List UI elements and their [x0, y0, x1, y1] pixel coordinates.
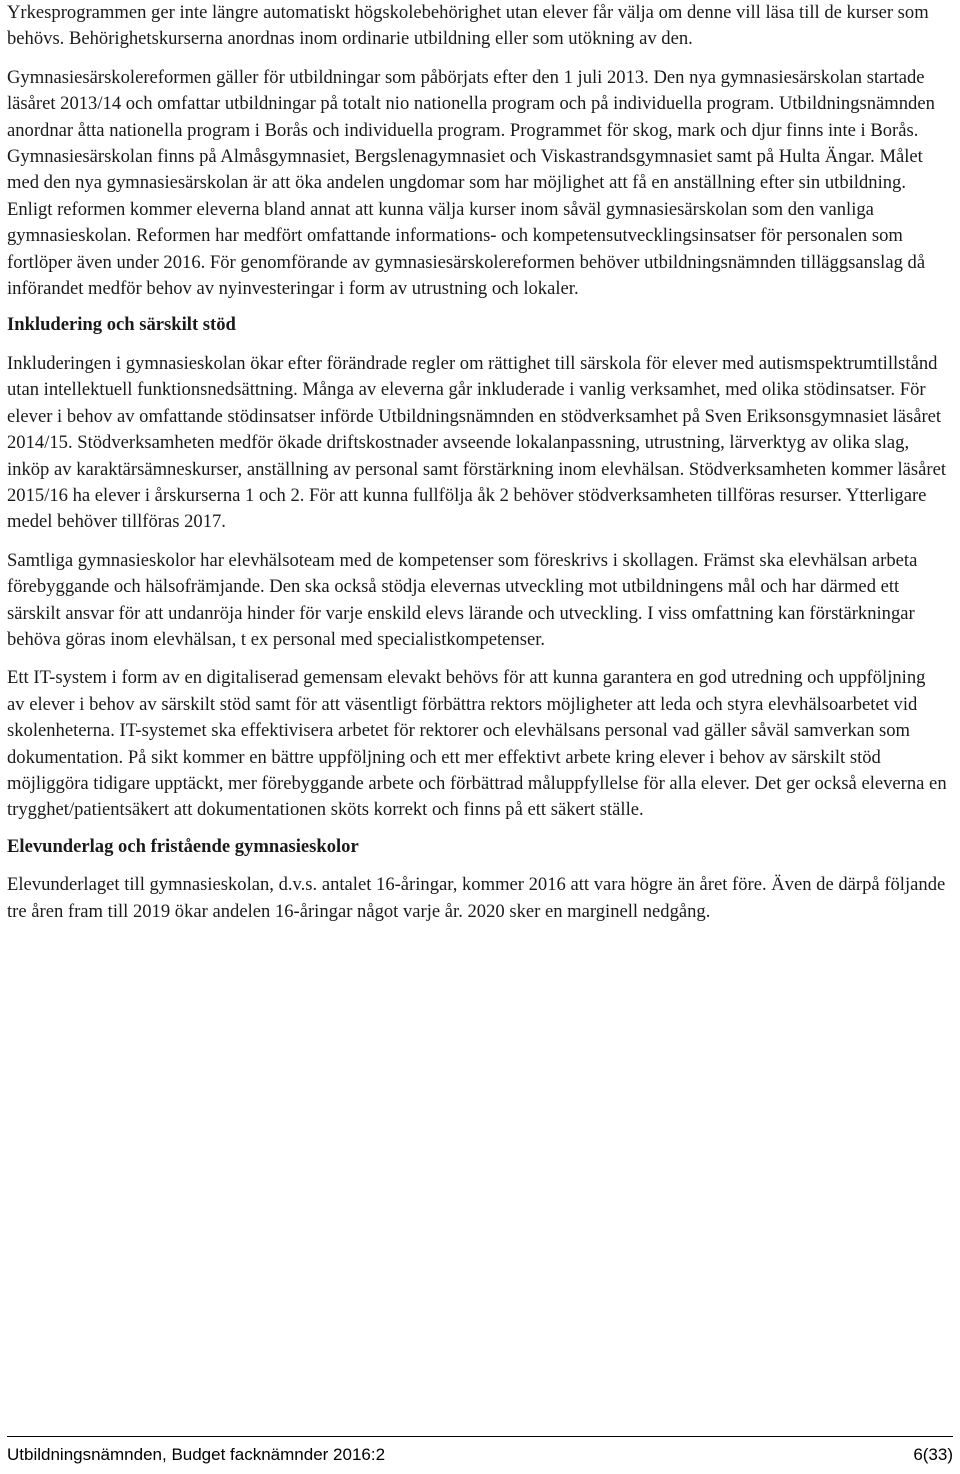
section-heading: Inkludering och särskilt stöd	[7, 314, 236, 336]
paragraph: Ett IT-system i form av en digitaliserad gemensam elevakt behövs för att kunna garantera en god utredning och uppföljning av elever i behov av särskilt stöd samt för att väsentligt förbättra rektors möjligheter att leda och styra elevhälsoarbetet vid skolenheterna. IT-systemet ska effektivisera arbetet för rektorer och elevhälsans personal vad gäller såväl samverkan som dokumentation. På sikt kommer en bättre uppföljning och ett mer effektivt arbete kring elever i behov av särskilt stöd möjliggöra tidigare upptäckt, mer förebyggande arbete och förbättrad måluppfyllelse för alla elever. Det ger också eleverna en trygghet/patientsäkert att dokumentationen sköts korrekt och finns på ett säkert ställe.	[7, 667, 947, 821]
paragraph: Samtliga gymnasieskolor har elevhälsoteam med de kompetenser som föreskrivs i skollagen. Främst ska elevhälsan arbeta förebyggande och hälsofrämjande. Den ska också stödja elevernas utveckling mot utbildningens mål och har därmed ett särskilt ansvar för att undanröja hinder för varje enskild elevs lärande och utveckling. I viss omfattning kan förstärkningar behöva göras inom elevhälsan, t ex personal med specialistkompetenser.	[7, 549, 918, 650]
section-heading: Elevunderlag och fristående gymnasieskolor	[7, 835, 359, 857]
page-number: 6(33)	[913, 1445, 953, 1464]
document-body	[7, 0, 947, 925]
footer-title: Utbildningsnämnden, Budget facknämnder 2016:2	[7, 1445, 386, 1464]
paragraph: Yrkesprogrammen ger inte längre automatiskt högskolebehörighet utan elever får välja om denne vill läsa till de kurser som behövs. Behörighetskurserna anordnas inom ordinarie utbildning eller som utökning av den.	[7, 2, 929, 50]
paragraph: Elevunderlaget till gymnasieskolan, d.v.s. antalet 16-åringar, kommer 2016 att vara högre än året före. Även de därpå följande tre åren fram till 2019 ökar andelen 16-åringar något varje år. 2020 sker en marginell nedgång.	[7, 874, 946, 922]
paragraph: Inkluderingen i gymnasieskolan ökar efter förändrade regler om rättighet till särskola för elever med autismspektrumtillstånd utan intellektuell funktionsnedsättning. Många av eleverna går inkluderade i vanlig verksamhet, med olika stödinsatser. För elever i behov av omfattande stödinsatser införde Utbildningsnämnden en stödverksamhet på Sven Eriksonsgymnasiet läsåret 2014/15. Stödverksamheten medför ökade driftskostnader avseende lokalanpassning, utrustning, lärverktyg av olika slag, inköp av karaktärsämneskurser, anställning av personal samt förstärkning inom elevhälsan. Stödverksamheten kommer läsåret 2015/16 ha elever i årskurserna 1 och 2. För att kunna fullfölja åk 2 behöver stödverksamheten tillföras resurser. Ytterligare medel behöver tillföras 2017.	[7, 352, 947, 533]
paragraph: Gymnasiesärskolereformen gäller för utbildningar som påbörjats efter den 1 juli 2013. Den nya gymnasiesärskolan startade läsåret 2013/14 och omfattar utbildningar på totalt nio nationella program och på individuella program. Utbildningsnämnden anordnar åtta nationella program i Borås och individuella program. Programmet för skog, mark och djur finns inte i Borås. Gymnasiesärskolan finns på Almåsgymnasiet, Bergslenagymnasiet och Viskastrandsgymnasiet samt på Hulta Ängar. Målet med den nya gymnasiesärskolan är att öka andelen ungdomar som har möjlighet att få en anställning efter sin utbildning. Enligt reformen kommer eleverna bland annat att kunna välja kurser inom såväl gymnasiesärskolan som den vanliga gymnasieskolan. Reformen har medfört omfattande informations- och kompetensutvecklingsinsatser för personalen som fortlöper även under 2016. För genomförande av gymnasiesärskolereformen behöver utbildningsnämnden tilläggsanslag då införandet medför behov av nyinvesteringar i form av utrustning och lokaler.	[7, 66, 935, 300]
page-footer	[7, 1436, 953, 1467]
